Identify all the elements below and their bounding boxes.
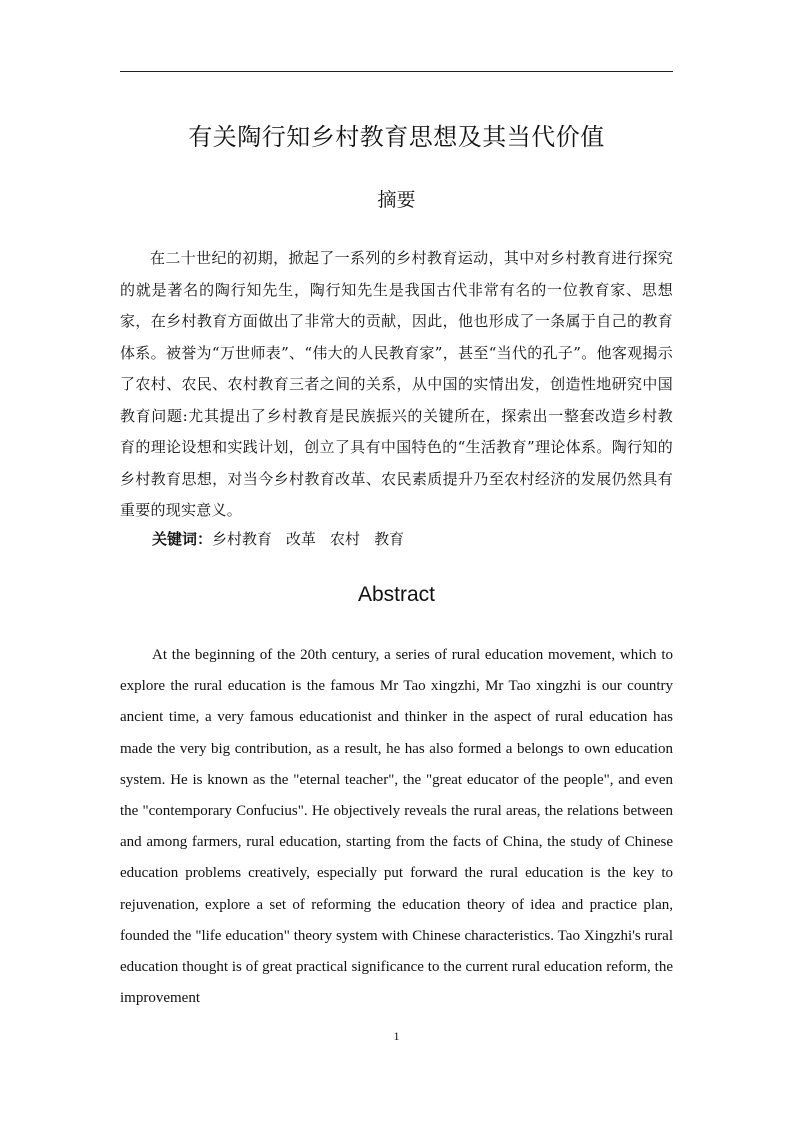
keyword: 教育	[374, 530, 405, 548]
keyword: 农村	[330, 530, 361, 548]
header-rule	[120, 71, 673, 72]
keyword: 乡村教育	[212, 530, 273, 548]
abstract-body-zh: 在二十世纪的初期，掀起了一系列的乡村教育运动，其中对乡村教育进行探究的就是著名的陶行知先生，陶行知先生是我国古代非常有名的一位教育家、思想家，在乡村教育方面做出了非常大的贡献，因此，他也形成了一条属于自己的教育体系。被誉为“万世师表”、“伟大的人民教育家”，甚至“当代的孔子”。他客观揭示了农村、农民、农村教育三者之间的关系，从中国的实情出发，创造性地研究中国教育问题:尤其提出了乡村教育是民族振兴的关键所在，探索出一整套改造乡村教育的理论设想和实践计划，创立了具有中国特色的“生活教育”理论体系。陶行知的乡村教育思想，对当今乡村教育改革、农民素质提升乃至农村经济的发展仍然具有重要的现实意义。	[120, 249, 673, 519]
abstract-body-en: At the beginning of the 20th century, a series of rural education movement, which to explore the rural education is the famous Mr Tao xingzhi, Mr Tao xingzhi is our country ancient time, a very famous educationist and thinker in the aspect of rural education has made the very big contribution, as a result, he has also formed a belongs to own education system. He is known as the "eternal teacher", the "great educator of the people", and even the "contemporary Confucius". He objectively reveals the rural areas, the relations between and among farmers, rural education, starting from the facts of China, the study of Chinese education problems creatively, especially put forward the rural education is the key to rejuvenation, explore a set of reforming the education theory of idea and practice plan, founded the "life education" theory system with Chinese characteristics. Tao Xingzhi's rural education thought is of great practical significance to the current rural education reform, the improvement	[120, 647, 673, 1007]
abstract-heading-zh: 摘要	[377, 189, 416, 211]
keywords-line	[152, 524, 672, 555]
page-number: 1	[393, 1029, 400, 1043]
keyword: 改革	[286, 530, 317, 548]
keywords-label: 关键词：	[152, 530, 213, 548]
document-title: 有关陶行知乡村教育思想及其当代价值	[188, 123, 605, 151]
abstract-heading-en: Abstract	[357, 583, 436, 606]
